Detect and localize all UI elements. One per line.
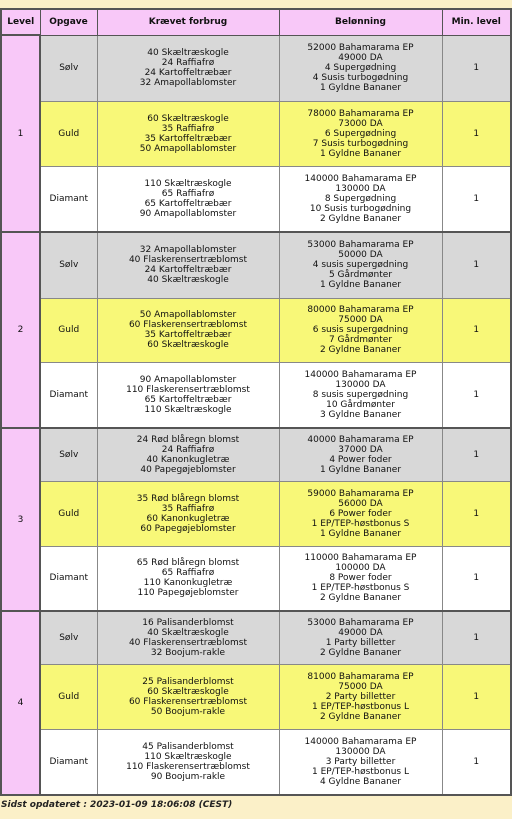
consumption-item: 25 Palisanderblomst [142, 676, 234, 687]
table-row [1, 101, 511, 166]
consumption-item: 60 Flaskerensertræblomst [128, 320, 248, 330]
reward-item: 75000 DA [338, 681, 383, 692]
table-row [1, 166, 511, 232]
reward-item: 50000 DA [338, 250, 383, 261]
reward-item: 52000 Bahamarama EP [307, 43, 414, 53]
reward-item: 100000 DA [335, 563, 386, 574]
rewards-table [0, 8, 512, 796]
reward-item: 2 Gyldne Bananer [319, 345, 402, 355]
level-cell: 4 [1, 611, 40, 795]
reward-item: 49000 DA [338, 627, 383, 638]
reward-item: 1 Gyldne Bananer [319, 83, 402, 93]
table-row [1, 232, 511, 298]
min-level-cell: 1 [442, 428, 511, 481]
table-row [1, 729, 511, 795]
min-level-cell: 1 [442, 729, 511, 795]
reward-item: 1 EP/TEP-høstbonus S [311, 518, 410, 529]
consumption-item: 40 Skæltræskogle [147, 275, 229, 286]
consumption-item: 110 Skæltræskogle [144, 404, 232, 415]
task-tier-cell: Guld [40, 481, 97, 546]
required-consumption-cell [97, 298, 279, 362]
reward-item: 73000 DA [338, 118, 383, 129]
table-row [1, 35, 511, 101]
reward-item: 80000 Bahamarama EP [307, 305, 414, 315]
consumption-item: 90 Amapollablomster [139, 208, 237, 219]
consumption-item: 65 Kartoffeltræbær [144, 198, 232, 209]
reward-item: 130000 DA [335, 183, 386, 194]
rewards-table-container [0, 8, 510, 796]
reward-item: 59000 Bahamarama EP [307, 488, 414, 499]
consumption-item: 65 Raffiafrø [161, 568, 215, 579]
reward-item: 110000 Bahamarama EP [304, 553, 417, 564]
reward-item: 81000 Bahamarama EP [307, 671, 414, 682]
consumption-item: 60 Kanonkugletræ [146, 513, 230, 524]
consumption-item: 50 Amapollablomster [139, 143, 237, 154]
required-consumption-cell [97, 101, 279, 166]
reward-item: 2 Gyldne Bananer [319, 647, 402, 658]
required-consumption-cell [97, 232, 279, 298]
last-updated: Sidst opdateret : 2023-01-09 18:06:08 (CEST) [1, 800, 233, 810]
reward-item: 10 Susis turbogødning [309, 203, 412, 214]
task-tier-cell: Sølv [40, 232, 97, 298]
consumption-item: 32 Amapollablomster [139, 78, 237, 88]
task-tier-cell: Guld [40, 664, 97, 729]
reward-cell [279, 664, 442, 729]
consumption-item: 24 Kartoffeltræbær [144, 68, 232, 78]
reward-item: 40000 Bahamarama EP [307, 434, 414, 445]
level-cell: 1 [1, 35, 40, 232]
required-consumption-cell [97, 481, 279, 546]
task-tier-cell: Guld [40, 101, 97, 166]
level-cell: 3 [1, 428, 40, 611]
reward-cell [279, 166, 442, 232]
reward-item: 8 Power foder [329, 573, 392, 584]
consumption-item: 40 Kanonkugletræ [146, 454, 230, 465]
consumption-item: 40 Flaskerensertræblomst [128, 255, 248, 266]
required-consumption-cell [97, 729, 279, 795]
reward-cell [279, 298, 442, 362]
reward-item: 8 susis supergødning [312, 389, 409, 400]
consumption-item: 24 Kartoffeltræbær [144, 265, 232, 276]
reward-item: 1 EP/TEP-høstbonus L [311, 766, 409, 777]
consumption-item: 40 Papegøjeblomster [140, 464, 236, 475]
reward-item: 2 Gyldne Bananer [319, 213, 402, 224]
consumption-item: 35 Raffiafrø [161, 123, 215, 134]
reward-item: 6 Power foder [329, 508, 392, 519]
consumption-item: 60 Skæltræskogle [147, 340, 229, 350]
header-level: Level [1, 9, 40, 35]
header-belonning: Belønning [279, 9, 442, 35]
consumption-item: 110 Flaskerensertræblomst [126, 384, 250, 395]
table-row [1, 611, 511, 664]
consumption-item: 35 Raffiafrø [161, 503, 215, 514]
reward-item: 4 susis supergødning [312, 260, 409, 271]
min-level-cell: 1 [442, 298, 511, 362]
min-level-cell: 1 [442, 611, 511, 664]
reward-item: 56000 DA [338, 498, 383, 509]
reward-cell [279, 546, 442, 611]
consumption-item: 32 Amapollablomster [139, 245, 237, 256]
consumption-item: 60 Skæltræskogle [147, 686, 229, 697]
min-level-cell: 1 [442, 546, 511, 611]
reward-cell [279, 35, 442, 101]
consumption-item: 40 Skæltræskogle [147, 627, 229, 638]
consumption-item: 60 Papegøjeblomster [140, 523, 236, 534]
consumption-item: 24 Raffiafrø [161, 444, 215, 455]
required-consumption-cell [97, 611, 279, 664]
task-tier-cell: Diamant [40, 166, 97, 232]
reward-item: 8 Supergødning [324, 193, 397, 204]
reward-item: 1 EP/TEP-høstbonus L [311, 701, 409, 712]
required-consumption-cell [97, 546, 279, 611]
reward-item: 1 Party billetter [325, 637, 396, 648]
consumption-item: 16 Palisanderblomst [142, 617, 234, 628]
consumption-item: 32 Boojum-rakle [150, 647, 226, 658]
consumption-item: 35 Kartoffeltræbær [144, 330, 232, 340]
reward-item: 3 Party billetter [325, 756, 396, 767]
header-opgave: Opgave [40, 9, 97, 35]
reward-item: 53000 Bahamarama EP [307, 240, 414, 251]
table-row [1, 298, 511, 362]
reward-item: 4 Gyldne Bananer [319, 776, 402, 787]
level-cell: 2 [1, 232, 40, 428]
min-level-cell: 1 [442, 232, 511, 298]
reward-item: 1 EP/TEP-høstbonus S [311, 583, 410, 594]
consumption-item: 24 Rød blåregn blomst [136, 434, 240, 445]
consumption-item: 40 Flaskerensertræblomst [128, 637, 248, 648]
task-tier-cell: Diamant [40, 546, 97, 611]
task-tier-cell: Diamant [40, 729, 97, 795]
reward-item: 1 Gyldne Bananer [319, 148, 402, 159]
reward-item: 1 Gyldne Bananer [319, 280, 402, 291]
table-body [1, 35, 511, 795]
reward-item: 75000 DA [338, 315, 383, 325]
required-consumption-cell [97, 664, 279, 729]
consumption-item: 35 Rød blåregn blomst [136, 493, 240, 504]
reward-item: 1 Gyldne Bananer [319, 528, 402, 539]
consumption-item: 110 Papegøjeblomster [137, 588, 239, 599]
min-level-cell: 1 [442, 35, 511, 101]
consumption-item: 110 Kanonkugletræ [143, 578, 233, 589]
reward-item: 53000 Bahamarama EP [307, 617, 414, 628]
task-tier-cell: Sølv [40, 428, 97, 481]
consumption-item: 110 Skæltræskogle [144, 751, 232, 762]
consumption-item: 50 Amapollablomster [139, 310, 237, 320]
reward-item: 49000 DA [338, 53, 383, 63]
reward-item: 6 susis supergødning [312, 325, 409, 335]
table-row [1, 664, 511, 729]
reward-item: 130000 DA [335, 746, 386, 757]
consumption-item: 60 Skæltræskogle [147, 113, 229, 124]
reward-item: 6 Supergødning [324, 128, 397, 139]
min-level-cell: 1 [442, 362, 511, 428]
reward-item: 140000 Bahamarama EP [304, 736, 417, 747]
reward-item: 4 Power foder [329, 454, 392, 465]
consumption-item: 60 Flaskerensertræblomst [128, 696, 248, 707]
reward-cell [279, 428, 442, 481]
consumption-item: 65 Raffiafrø [161, 188, 215, 199]
reward-item: 2 Gyldne Bananer [319, 711, 402, 722]
consumption-item: 45 Palisanderblomst [142, 741, 234, 752]
reward-item: 4 Susis turbogødning [312, 73, 409, 83]
reward-item: 7 Gårdmønter [328, 335, 393, 345]
header-row [1, 9, 511, 35]
header-min-level: Min. level [442, 9, 511, 35]
consumption-item: 90 Boojum-rakle [150, 771, 226, 782]
required-consumption-cell [97, 35, 279, 101]
reward-item: 10 Gårdmønter [326, 399, 395, 410]
table-row [1, 428, 511, 481]
header-forbrug: Krævet forbrug [97, 9, 279, 35]
consumption-item: 65 Rød blåregn blomst [136, 558, 240, 569]
required-consumption-cell [97, 362, 279, 428]
consumption-item: 110 Flaskerensertræblomst [126, 761, 250, 772]
required-consumption-cell [97, 428, 279, 481]
consumption-item: 24 Raffiafrø [161, 58, 215, 68]
reward-cell [279, 101, 442, 166]
reward-cell [279, 362, 442, 428]
task-tier-cell: Diamant [40, 362, 97, 428]
reward-item: 140000 Bahamarama EP [304, 173, 417, 184]
task-tier-cell: Sølv [40, 611, 97, 664]
task-tier-cell: Guld [40, 298, 97, 362]
consumption-item: 110 Skæltræskogle [144, 178, 232, 189]
consumption-item: 65 Kartoffeltræbær [144, 394, 232, 405]
reward-cell [279, 232, 442, 298]
min-level-cell: 1 [442, 481, 511, 546]
min-level-cell: 1 [442, 101, 511, 166]
required-consumption-cell [97, 166, 279, 232]
consumption-item: 90 Amapollablomster [139, 374, 237, 385]
reward-item: 78000 Bahamarama EP [307, 108, 414, 119]
task-tier-cell: Sølv [40, 35, 97, 101]
reward-item: 130000 DA [335, 379, 386, 390]
consumption-item: 40 Skæltræskogle [147, 48, 229, 58]
table-row [1, 546, 511, 611]
reward-cell [279, 611, 442, 664]
reward-item: 7 Susis turbogødning [312, 138, 409, 149]
min-level-cell: 1 [442, 166, 511, 232]
consumption-item: 50 Boojum-rakle [150, 706, 226, 717]
reward-item: 37000 DA [338, 444, 383, 455]
reward-item: 2 Party billetter [325, 691, 396, 702]
reward-item: 1 Gyldne Bananer [319, 464, 402, 475]
reward-item: 5 Gårdmønter [328, 270, 393, 281]
table-row [1, 362, 511, 428]
reward-cell [279, 729, 442, 795]
min-level-cell: 1 [442, 664, 511, 729]
reward-item: 3 Gyldne Bananer [319, 409, 402, 420]
table-row [1, 481, 511, 546]
reward-item: 4 Supergødning [324, 63, 397, 73]
consumption-item: 35 Kartoffeltræbær [144, 133, 232, 144]
reward-cell [279, 481, 442, 546]
reward-item: 140000 Bahamarama EP [304, 369, 417, 380]
reward-item: 2 Gyldne Bananer [319, 593, 402, 604]
